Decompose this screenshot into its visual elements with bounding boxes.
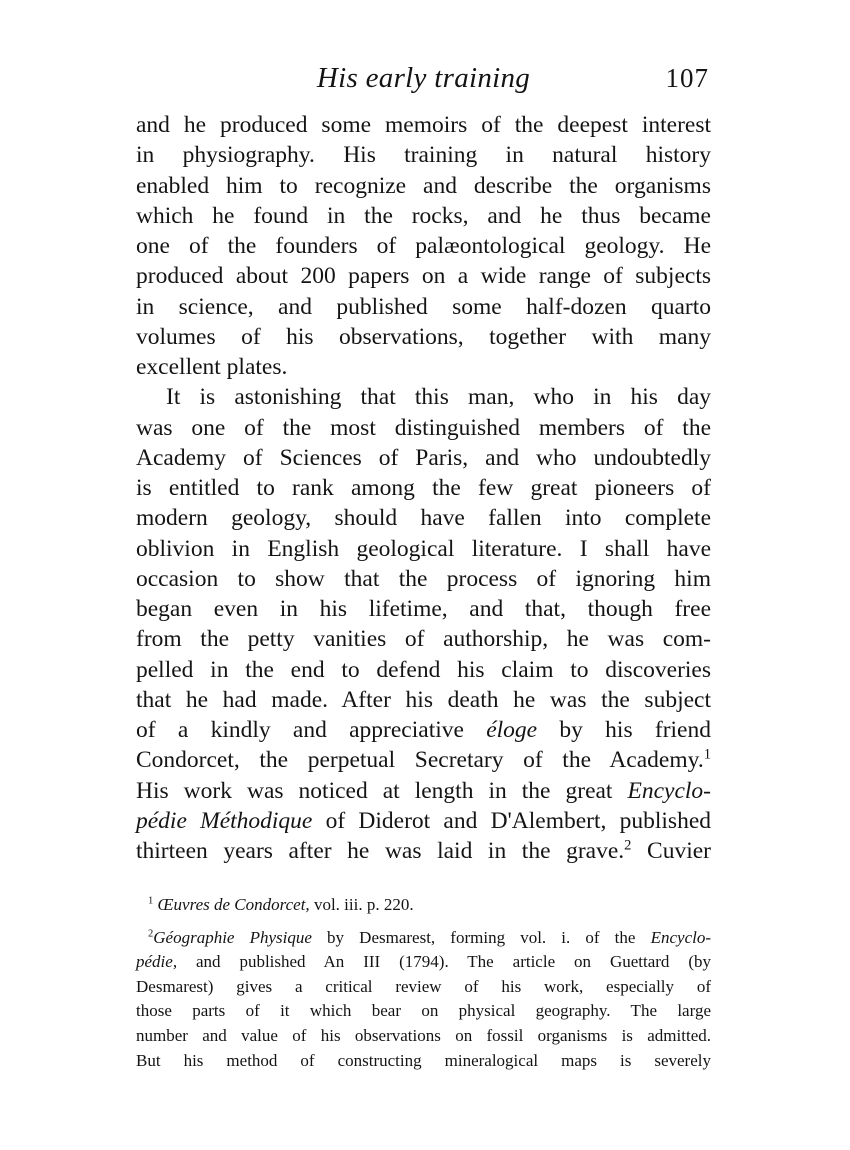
italic-term: éloge [486,717,538,743]
text-line: oblivion in English geological literature. I shall have [136,535,711,562]
text-run: thirteen years after he was laid in the grave. [136,838,625,864]
footnote-ref: 2 [624,837,632,854]
text-line: produced about 200 papers on a wide range of subjects [136,263,711,290]
footnote-marker: 2 [148,928,154,940]
running-title: His early training [316,62,531,94]
italic-term: Œuvres de Condorcet, [157,895,310,914]
footnote-2-line: But his method of constructing mineralogical maps is severely [136,1050,711,1070]
text-line: was one of the most distinguished members of the [136,414,711,441]
text-line [136,745,711,775]
text-run: vol. iii. p. 220. [309,895,414,914]
text-line: enabled him to recognize and describe the organisms [136,172,711,199]
footnote-1 [136,893,711,918]
body-text [136,110,711,866]
text-line: Academy of Sciences of Paris, and who undoubtedly [136,444,711,471]
text-line: is entitled to rank among the few great pioneers of [136,475,711,501]
text-run: and published An III (1794). The article on Guettard (by [177,952,711,972]
footnotes [136,893,711,1073]
text-line: in science, and published some half-dozen quarto [136,293,711,320]
footnote-marker: 1 [148,895,154,907]
italic-term: Géographie Physique [153,927,312,947]
text-line: began even in his lifetime, and that, though free [136,596,711,622]
italic-term: pédie Méthodique [136,807,313,834]
running-head [136,58,711,98]
footnote-ref: 1 [703,746,711,763]
text-run: of Diderot and D'Alembert, published [312,807,712,834]
footnote-gap [136,918,711,926]
footnote-2-line [136,926,711,951]
text-line [136,715,711,745]
text-line: modern geology, should have fallen into complete [136,505,711,532]
text-line: in physiography. His training in natural history [136,142,711,169]
text-run: of a kindly and appreciative [136,717,487,743]
text-run: by Desmarest, forming vol. i. of the [311,927,651,947]
text-line: and he produced some memoirs of the deepest interest [136,112,711,138]
text-run: Condorcet, the perpetual Secretary of the Academy. [136,747,704,774]
footnote-2-line [136,950,711,975]
text-run: His work was noticed at length in the great [136,777,628,804]
text-line [136,776,711,806]
text-line: occasion to show that the process of ignoring him [136,565,711,592]
italic-term: pédie, [136,952,178,972]
text-line [136,806,711,836]
page-number: 107 [665,63,709,93]
footnote-2-line: number and value of his observations on fossil organisms is admitted. [136,1025,711,1045]
text-line: volumes of his observations, together with many [136,323,711,350]
italic-term: Encyclo- [650,927,711,947]
text-line: from the petty vanities of authorship, he was com- [136,626,711,653]
text-line: that he had made. After his death he was the subject [136,686,711,713]
text-line: excellent plates. [136,354,288,380]
text-run: Cuvier [631,838,711,864]
text-line: pelled in the end to defend his claim to discoveries [136,656,711,683]
text-line [136,836,711,866]
footnote-2-line: those parts of it which bear on physical geography. The large [136,1001,711,1021]
footnote-2-line: Desmarest) gives a critical review of his work, especially of [136,976,711,996]
text-line: one of the founders of palæontological geology. He [136,233,711,259]
italic-term: Encyclo- [627,777,711,804]
text-run: by his friend [537,717,711,743]
text-line: It is astonishing that this man, who in his day [166,384,711,411]
text-line: which he found in the rocks, and he thus became [136,202,711,229]
